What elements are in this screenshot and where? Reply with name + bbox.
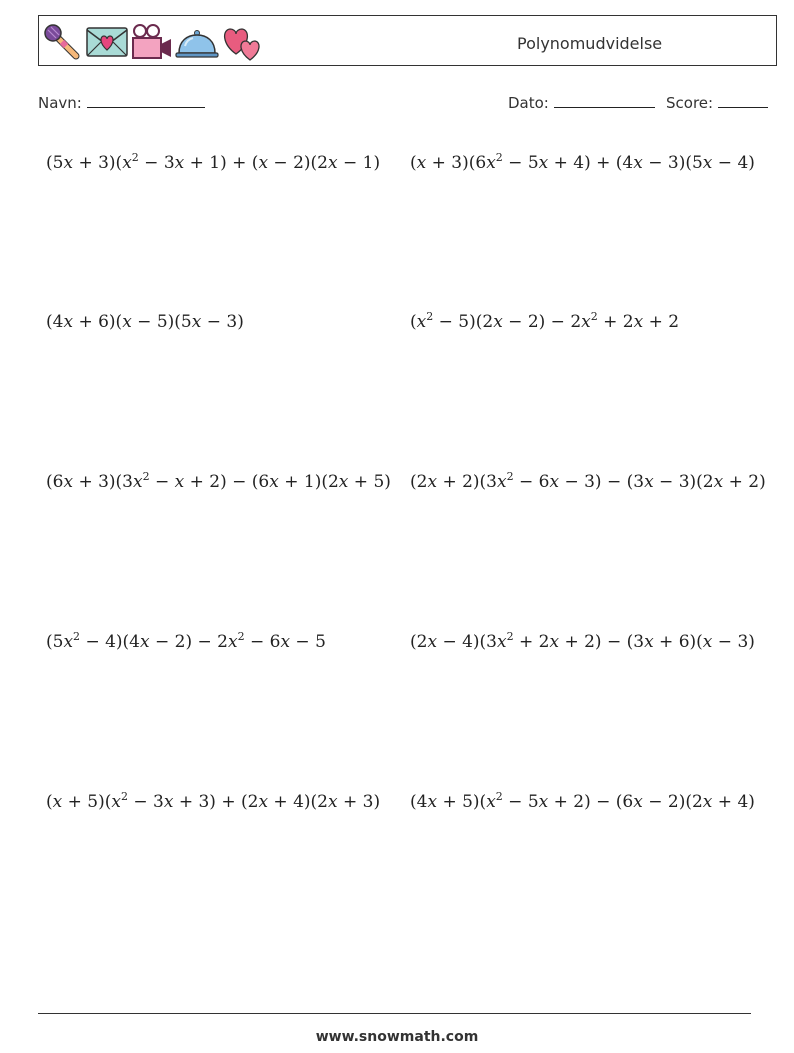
- expression-text: + 3)(6: [426, 153, 487, 173]
- expression-text: + 4)(2: [268, 792, 328, 812]
- variable: x: [493, 312, 503, 332]
- variable: x: [174, 153, 185, 173]
- expression-text: (5: [46, 153, 64, 173]
- exponent: 2: [590, 310, 598, 323]
- date-label: Dato:: [508, 94, 549, 112]
- expression-text: − 4): [712, 153, 755, 173]
- serving-cloche-icon: [174, 22, 220, 62]
- expression-text: (2: [410, 472, 428, 492]
- expression-text: − 1): [337, 153, 381, 173]
- expression-text: + 2) − (3: [559, 632, 645, 652]
- variable: x: [427, 792, 438, 812]
- expression-text: −: [149, 472, 175, 492]
- date-blank[interactable]: [554, 93, 655, 108]
- expression-text: + 3)(3: [73, 472, 133, 492]
- exponent: 2: [237, 630, 245, 643]
- header-box: [38, 15, 777, 66]
- expression-text: − 2)(2: [642, 792, 703, 812]
- variable: x: [538, 792, 549, 812]
- expression-text: (: [410, 153, 417, 173]
- variable: x: [269, 472, 279, 492]
- expression-text: − 2) − 2: [149, 632, 228, 652]
- variable: x: [581, 312, 591, 332]
- variable: x: [427, 472, 438, 492]
- variable: x: [111, 792, 121, 812]
- expression-text: − 5: [502, 153, 539, 173]
- expression-text: − 3): [201, 312, 244, 332]
- variable: x: [416, 312, 427, 332]
- variable: x: [549, 472, 560, 492]
- problem-1: [46, 153, 380, 173]
- variable: x: [633, 792, 643, 812]
- expression-text: + 5): [348, 472, 391, 492]
- exponent: 2: [142, 470, 150, 483]
- exponent: 2: [495, 790, 503, 803]
- expression-text: − 3)(2: [653, 472, 714, 492]
- expression-text: − 3: [138, 153, 175, 173]
- variable: x: [258, 153, 269, 173]
- expression-text: + 6)(: [653, 632, 703, 652]
- expression-text: − 5)(2: [433, 312, 494, 332]
- variable: x: [416, 153, 427, 173]
- variable: x: [486, 792, 496, 812]
- header-icons: [42, 21, 266, 63]
- expression-text: − 3: [127, 792, 164, 812]
- score-blank[interactable]: [718, 93, 768, 108]
- variable: x: [327, 792, 338, 812]
- exponent: 2: [120, 790, 128, 803]
- expression-text: + 3)(: [73, 153, 123, 173]
- variable: x: [52, 792, 63, 812]
- expression-text: − 4)(3: [437, 632, 497, 652]
- footer-url[interactable]: www.snowmath.com: [315, 1029, 479, 1045]
- score-field[interactable]: [666, 93, 768, 112]
- expression-text: + 6)(: [73, 312, 123, 332]
- variable: x: [633, 153, 643, 173]
- date-field[interactable]: [508, 93, 655, 112]
- variable: x: [497, 472, 507, 492]
- expression-text: (4: [410, 792, 428, 812]
- expression-text: + 5)(: [62, 792, 112, 812]
- expression-text: (6: [46, 472, 64, 492]
- expression-text: + 1) + (: [184, 153, 259, 173]
- variable: x: [122, 153, 132, 173]
- two-hearts-icon: [220, 22, 266, 62]
- problem-3: [46, 312, 244, 332]
- name-blank[interactable]: [87, 93, 205, 108]
- expression-text: − 2)(2: [268, 153, 328, 173]
- exponent: 2: [495, 151, 503, 164]
- expression-text: − 3)(5: [642, 153, 703, 173]
- expression-text: (5: [46, 632, 64, 652]
- variable: x: [258, 792, 269, 812]
- score-label: Score:: [666, 94, 714, 112]
- footer-divider: [38, 1013, 751, 1014]
- variable: x: [538, 153, 549, 173]
- problem-9: [46, 792, 380, 812]
- variable: x: [549, 632, 560, 652]
- expression-text: (: [46, 792, 53, 812]
- exponent: 2: [506, 470, 514, 483]
- variable: x: [63, 472, 74, 492]
- variable: x: [174, 472, 185, 492]
- expression-text: (4: [46, 312, 64, 332]
- movie-camera-icon: [130, 22, 174, 62]
- expression-text: − 4)(4: [80, 632, 140, 652]
- variable: x: [644, 472, 654, 492]
- variable: x: [702, 153, 713, 173]
- love-letter-icon: [84, 22, 130, 62]
- name-label: Navn:: [38, 94, 82, 112]
- expression-text: − 3): [712, 632, 755, 652]
- worksheet-title: Polynomudvidelse: [517, 34, 663, 53]
- expression-text: + 2: [643, 312, 680, 332]
- expression-text: + 2): [723, 472, 766, 492]
- variable: x: [497, 632, 507, 652]
- exponent: 2: [73, 630, 81, 643]
- variable: x: [280, 632, 291, 652]
- variable: x: [486, 153, 496, 173]
- expression-text: + 2) − (6: [548, 792, 634, 812]
- variable: x: [338, 472, 349, 492]
- variable: x: [713, 472, 724, 492]
- expression-text: + 2)(3: [437, 472, 497, 492]
- variable: x: [140, 632, 150, 652]
- problem-6: [410, 472, 766, 492]
- expression-text: + 2: [597, 312, 634, 332]
- problem-4: [410, 312, 679, 332]
- expression-text: − 3) − (3: [559, 472, 645, 492]
- problem-5: [46, 472, 391, 492]
- expression-text: + 1)(2: [278, 472, 339, 492]
- expression-text: + 2) − (6: [184, 472, 270, 492]
- expression-text: + 5)(: [437, 792, 487, 812]
- expression-text: (2: [410, 632, 428, 652]
- name-field[interactable]: [38, 93, 205, 112]
- variable: x: [644, 632, 654, 652]
- expression-text: + 3) + (2: [173, 792, 259, 812]
- expression-text: − 2) − 2: [502, 312, 582, 332]
- variable: x: [702, 632, 713, 652]
- expression-text: + 3): [337, 792, 381, 812]
- variable: x: [122, 312, 132, 332]
- variable: x: [63, 312, 74, 332]
- exponent: 2: [426, 310, 434, 323]
- variable: x: [702, 792, 713, 812]
- exponent: 2: [506, 630, 514, 643]
- variable: x: [327, 153, 338, 173]
- expression-text: − 6: [244, 632, 281, 652]
- problem-7: [46, 632, 326, 652]
- expression-text: + 4) + (4: [548, 153, 634, 173]
- expression-text: (: [410, 312, 417, 332]
- expression-text: + 4): [712, 792, 755, 812]
- variable: x: [133, 472, 143, 492]
- expression-text: − 5: [290, 632, 326, 652]
- expression-text: − 5)(5: [131, 312, 192, 332]
- variable: x: [191, 312, 202, 332]
- expression-text: + 2: [513, 632, 550, 652]
- problem-2: [410, 153, 755, 173]
- exponent: 2: [131, 151, 139, 164]
- expression-text: − 6: [513, 472, 550, 492]
- microphone-icon: [42, 22, 84, 62]
- problem-10: [410, 792, 755, 812]
- problem-8: [410, 632, 755, 652]
- variable: x: [633, 312, 644, 332]
- variable: x: [427, 632, 438, 652]
- variable: x: [63, 153, 74, 173]
- variable: x: [163, 792, 174, 812]
- expression-text: − 5: [502, 792, 539, 812]
- variable: x: [227, 632, 238, 652]
- variable: x: [63, 632, 74, 652]
